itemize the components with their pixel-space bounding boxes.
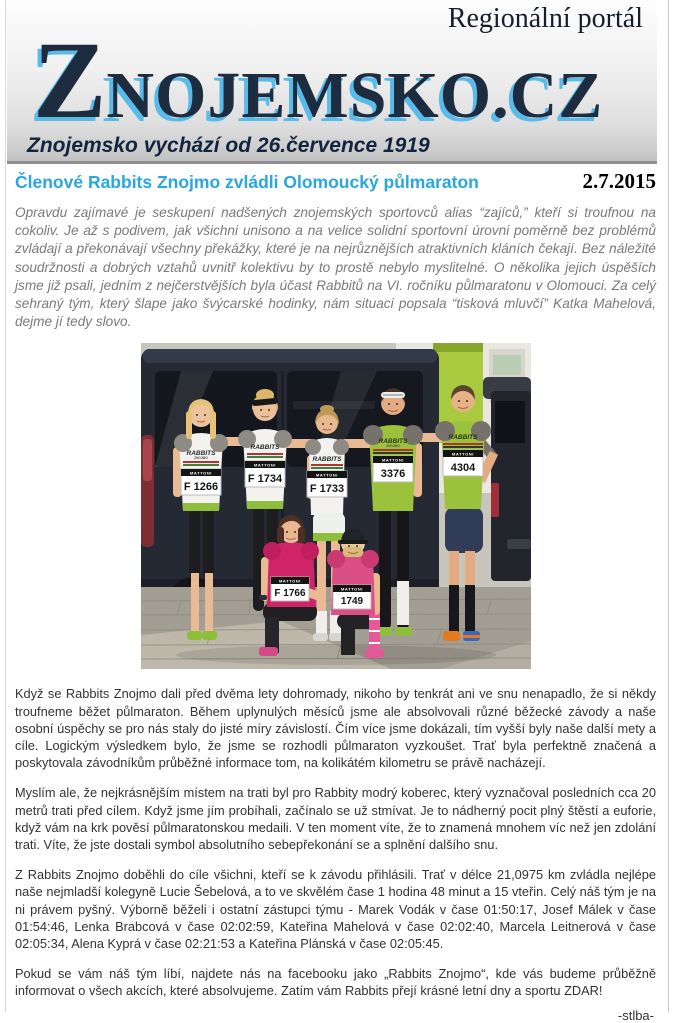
svg-text:MATTONI: MATTONI [278,578,301,584]
logo-rest: NOJEMSKO.CZ [106,59,604,132]
logo-initial: Z [33,19,107,141]
svg-text:F 1766: F 1766 [273,588,306,600]
svg-text:MATTONI: MATTONI [340,586,363,592]
jersey-name-5: RABBITS [448,434,477,442]
svg-text:MATTONI: MATTONI [315,472,338,478]
author-signature: -stlba- [617,1007,654,1023]
svg-text:F 1266: F 1266 [183,481,218,494]
page-container [5,0,669,1023]
svg-text:MATTONI: MATTONI [189,470,212,476]
bib-6 [271,577,309,601]
article-paragraph-1: Když se Rabbits Znojmo dali před dvěma lety dohromady, nikoho by tenkrát ani ve snu nenapadlo, že si někdy troufneme běžet půlmaraton. Během uplynulých měsíců jsme ale absolvovali různé běžecké závody a naše osobní úspěchy se pro nás staly do jisté míry závislostí. Čím více jsme dokázali, tím vyšší byly naše další mety a cíle. Logickým výsledkem bylo, že jsme se rozhodli půlmaraton vyzkoušet. Trať byla perfektně značená a poskytovala závodníkům průběžné informace tom, na kolikátém kilometru se právě nacházejí. [15,686,656,771]
team-photo-canvas [141,343,531,669]
svg-text:MATTONI: MATTONI [381,457,404,463]
svg-text:F 1733: F 1733 [309,483,344,496]
jersey-name-4: RABBITS [378,438,407,446]
jersey-sub-1: ZNOJMO [193,456,208,461]
site-header [7,0,657,164]
bib-4 [373,456,413,482]
team-photo [141,343,531,669]
bib-3 [307,471,347,497]
svg-text:4304: 4304 [450,462,475,475]
bib-2 [245,461,285,487]
jersey-name-1: RABBITS [186,450,215,458]
svg-text:MATTONI: MATTONI [451,451,474,457]
svg-text:MATTONI: MATTONI [253,462,276,468]
jersey-sub-4: ZNOJMO [385,444,400,449]
title-row [15,169,656,194]
article [6,164,668,1023]
bib-1 [181,469,221,495]
jersey-name-2: RABBITS [250,444,279,452]
article-intro: Opravdu zajímavé je seskupení nadšených znojemských sportovců alias “zajíců,” kteří si troufnou na cokoliv. Je až s podivem, jak všichni unisono a na velice solidní sportovní úrovni poměrně bez problémů zvládají a překonávají všechny překážky, které je na nejrůznějších atraktivních kláních čekají. Bez náležité soudržnosti a dobrých vztahů uvnitř kolektivu by to prostě nebylo myslitelné. O několika jejich úspěších jsme již psali, jedním z nejčerstvějších byla účast Rabbitů na VI. ročníku půlmaratonu v Olomouci. Za celý sehraný tým, který šlape jako švýcarské hodinky, nám situaci popsala “tisková mluvčí” Katka Mahelová, dejme jí tedy slovo. [15,205,656,330]
article-title: Členové Rabbits Znojmo zvládli Olomoucký půlmaraton [15,172,479,192]
site-logo[interactable] [33,19,604,141]
jersey-name-3: RABBITS [312,456,341,464]
article-paragraph-4: Pokud se vám náš tým líbí, najdete nás na facebooku jako „Rabbits Znojmo“, kde vás budeme průběžně informovat o všech akcích, které absolvujeme. Zatím vám Rabbits přejí krásné letní dny a sportu ZDAR! [15,966,656,999]
svg-text:F 1734: F 1734 [247,473,282,486]
article-paragraph-2: Myslím ale, že nejkrásnějším místem na trati byl pro Rabbity modrý koberec, který vyznačoval posledních cca 20 metrů trati před cílem. Když jsme jím probíhali, začínalo se už stmívat. Je to nádherný pocit plný štěstí a euforie, když vám na krk pověsí půlmaratonskou medaili. V ten moment víte, že to znamená mnohem víc než jen zdolání trati. Víte, že jste dostali symbol absolutního sebepřekonání se a splnění dalšího snu. [15,785,656,853]
bib-7 [333,585,371,609]
article-date: 2.7.2015 [582,169,656,193]
svg-text:1749: 1749 [340,596,363,608]
svg-text:3376: 3376 [380,468,405,481]
bib-5 [443,450,483,476]
article-paragraph-3: Z Rabbits Znojmo doběhli do cíle všichni, kteří se k závodu přihlásili. Trať v délce 21,0975 km zvládla nejlépe naše nejmladší kolegyně Lucie Šebelová, a to ve skvělém čase 1 hodina 48 minut a 15 vteřin. Celý náš tým je na ni právem pyšný. Výborně běželi i ostatní zástupci týmu - Marek Vodák v čase 01:50:17, Josef Málek v čase 01:54:46, Lenka Brabcová v čase 02:02:59, Kateřina Mahelová v čase 02:02:40, Marcela Leitnerová v čase 02:05:34, Alena Kyprá v čase 02:21:53 a Kateřina Plánská v čase 02:05:45. [15,867,656,952]
site-tagline: Znojemsko vychází od 26.července 1919 [27,134,430,157]
portal-label: Regionální portál [447,3,643,34]
